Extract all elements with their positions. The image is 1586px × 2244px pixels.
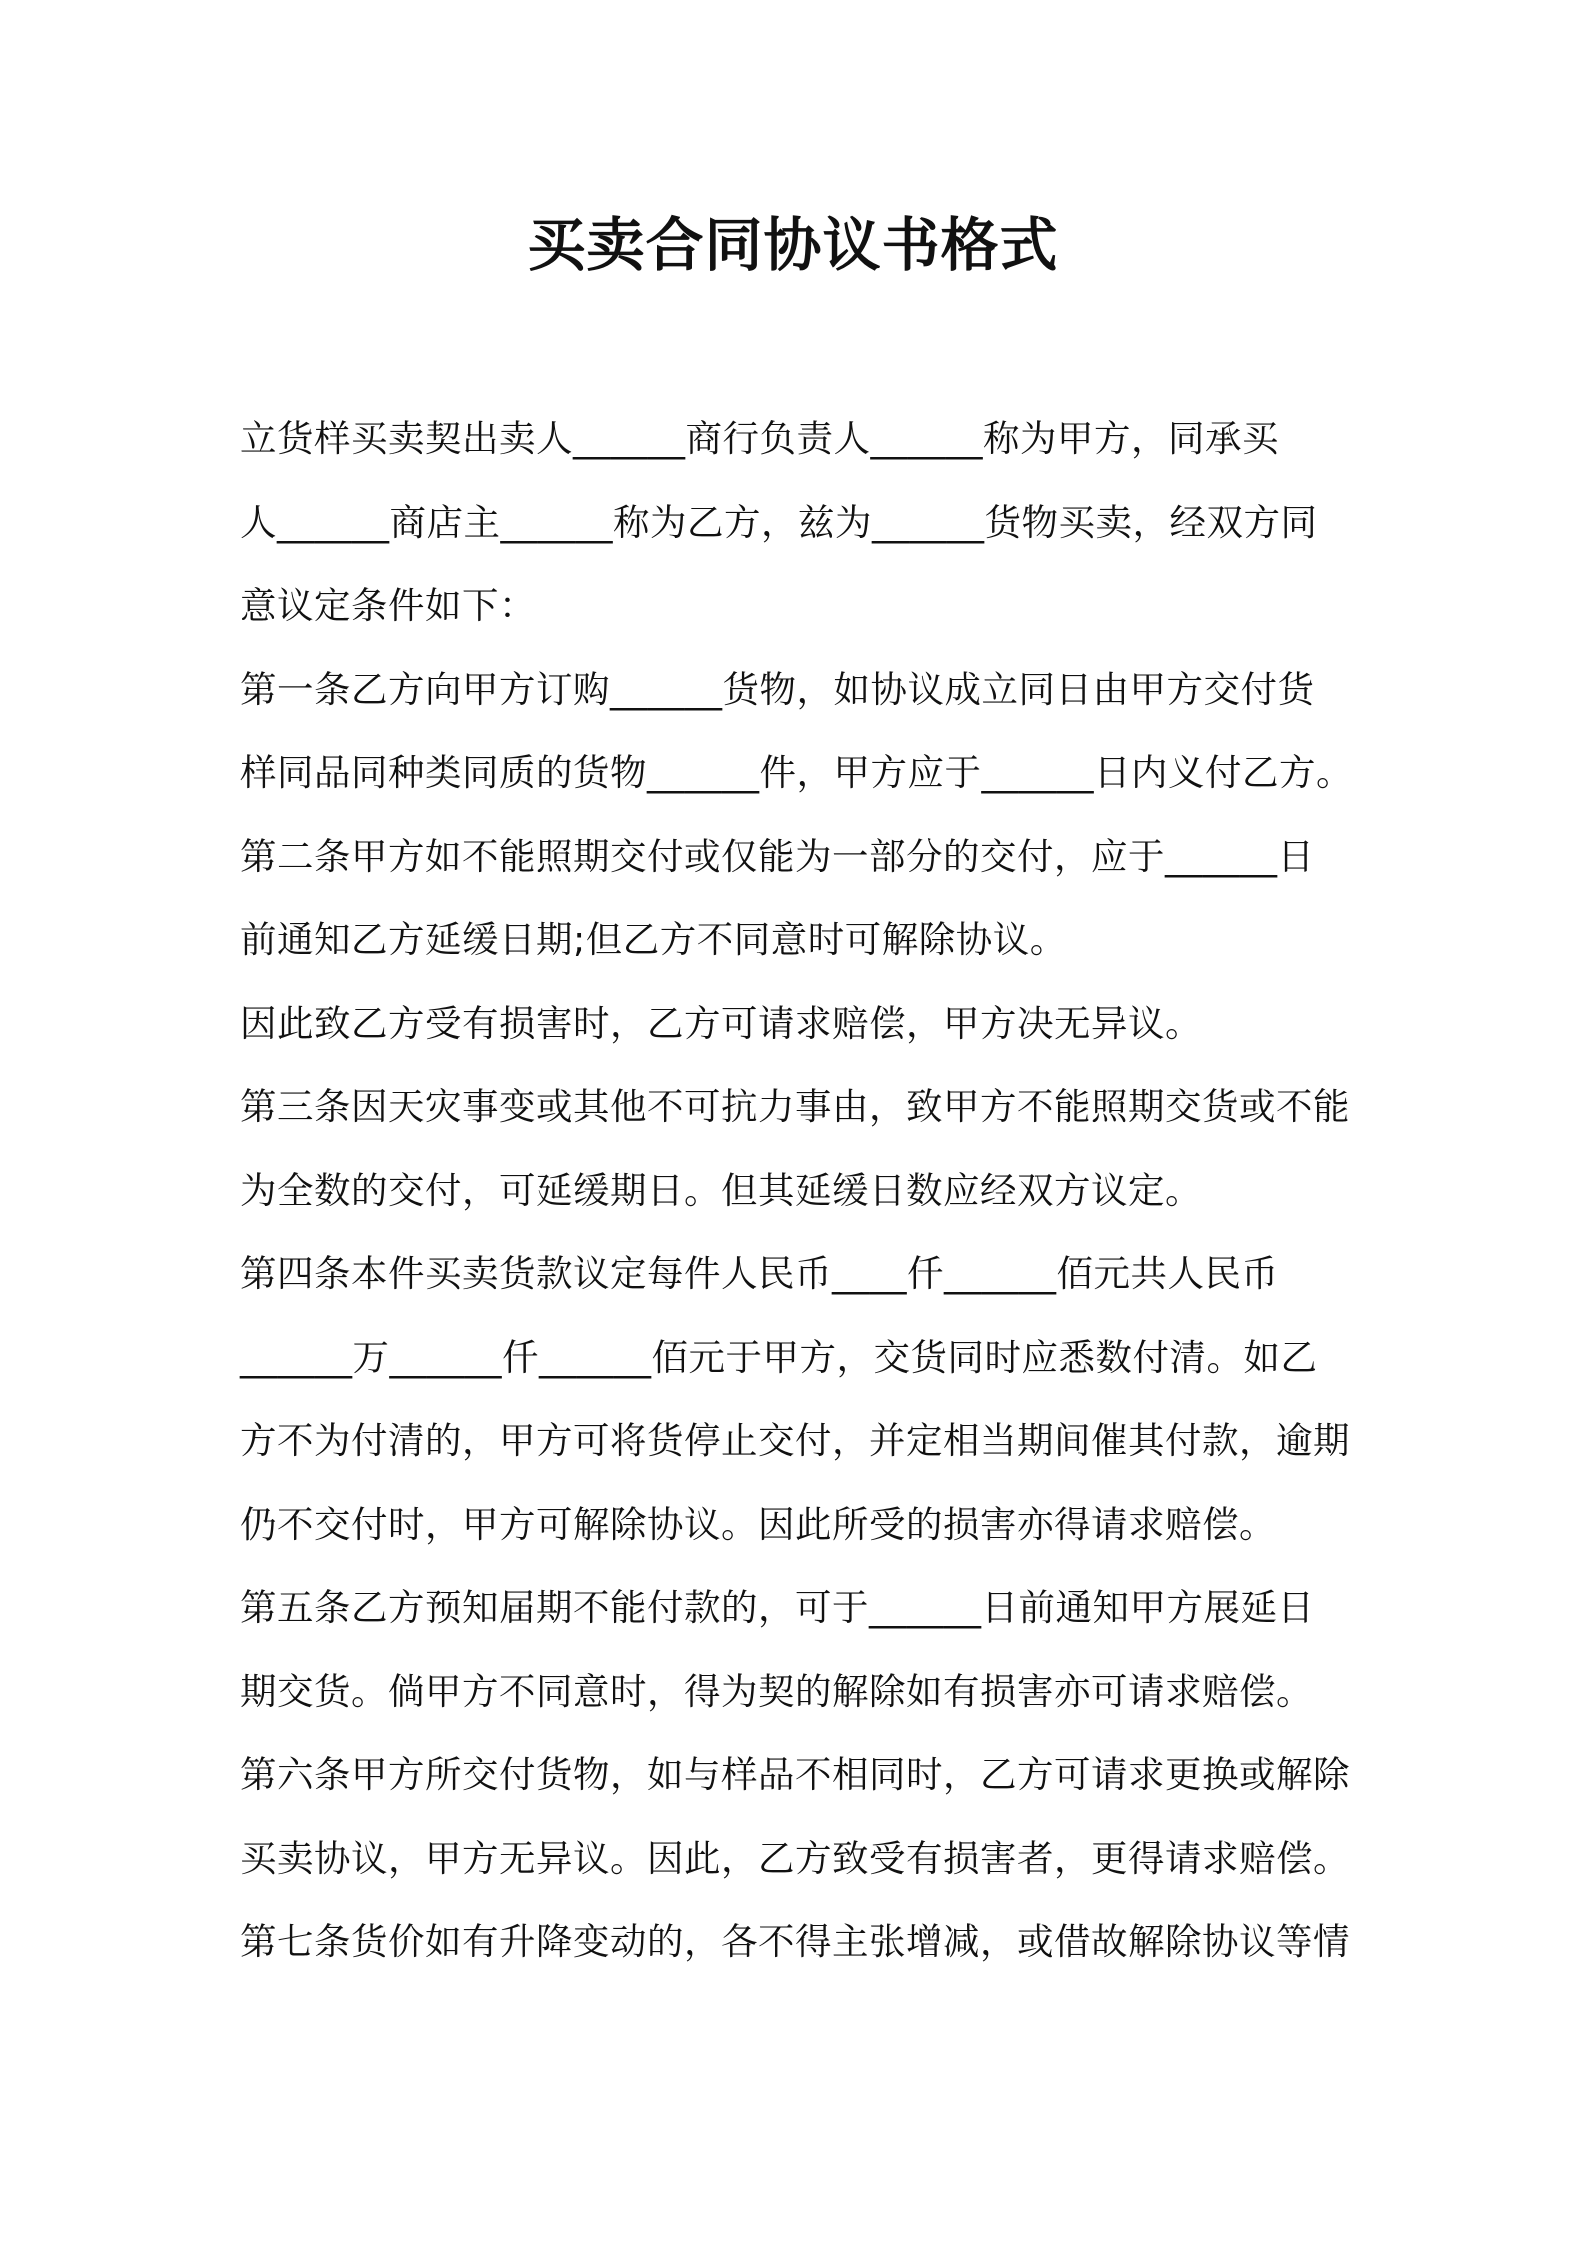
body-line: 第四条本件买卖货款议定每件人民币____仟______佰元共人民币	[240, 1252, 1279, 1295]
body-line: 意议定条件如下：	[240, 584, 536, 627]
document-title: 买卖合同协议书格式	[527, 211, 1059, 279]
body-line: 第六条甲方所交付货物，如与样品不相同时，乙方可请求更换或解除	[240, 1753, 1350, 1796]
body-line: 样同品同种类同质的货物______件，甲方应于______日内义付乙方。	[240, 751, 1353, 794]
body-line: 为全数的交付，可延缓期日。但其延缓日数应经双方议定。	[240, 1168, 1202, 1212]
body-line: 因此致乙方受有损害时，乙方可请求赔偿，甲方决无异议。	[240, 1001, 1202, 1045]
body-line: 仍不交付时，甲方可解除协议。因此所受的损害亦得请求赔偿。	[240, 1502, 1276, 1546]
body-line: 方不为付清的，甲方可将货停止交付，并定相当期间催其付款，逾期	[240, 1419, 1350, 1462]
body-line: 第二条甲方如不能照期交付或仅能为一部分的交付，应于______日	[240, 834, 1315, 878]
body-line: 第三条因天灾事变或其他不可抗力事由，致甲方不能照期交货或不能	[240, 1085, 1350, 1128]
body-line: 买卖协议，甲方无异议。因此，乙方致受有损害者，更得请求赔偿。	[240, 1836, 1350, 1880]
body-line: 第七条货价如有升降变动的，各不得主张增减，或借故解除协议等情	[240, 1920, 1350, 1963]
body-line: 第五条乙方预知届期不能付款的，可于______日前通知甲方展延日	[240, 1586, 1315, 1629]
body-line: 第一条乙方向甲方订购______货物，如协议成立同日由甲方交付货	[240, 667, 1315, 711]
body-line: 前通知乙方延缓日期;但乙方不同意时可解除协议。	[240, 918, 1067, 961]
body-line: 期交货。倘甲方不同意时，得为契的解除如有损害亦可请求赔偿。	[240, 1669, 1313, 1713]
body-line: ______万______仟______佰元于甲方，交货同时应悉数付清。如乙	[240, 1335, 1318, 1379]
contract-body	[240, 403, 1560, 1990]
body-line: 立货样买卖契出卖人______商行负责人______称为甲方，同承买	[240, 417, 1279, 460]
body-line: 人______商店主______称为乙方，兹为______货物买卖，经双方同	[240, 500, 1318, 544]
